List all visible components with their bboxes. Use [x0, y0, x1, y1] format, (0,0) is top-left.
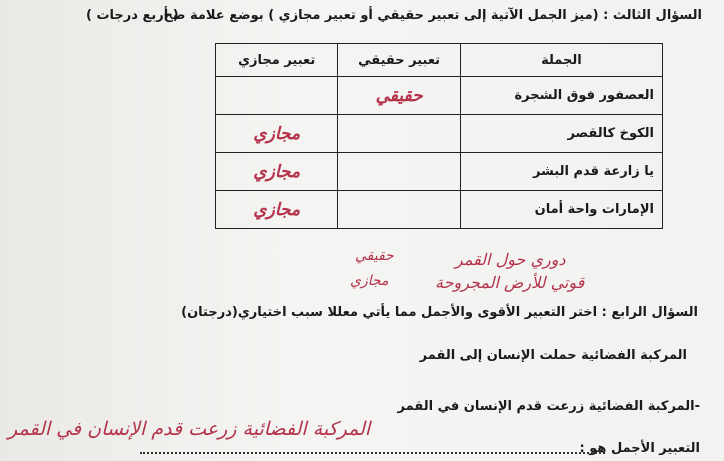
row-real-answer: [338, 115, 460, 153]
header-sentence: الجملة: [460, 44, 662, 77]
row-real-answer: [338, 153, 460, 191]
table-row: [216, 153, 663, 191]
classification-table: [215, 43, 663, 229]
q4-option-2: -المركبة الفضائية زرعت قدم الإنسان في القمر: [397, 399, 700, 414]
row-real-answer: حقيقي: [338, 77, 460, 115]
answer-dotted-line: [140, 452, 605, 454]
handwritten-label-2: مجازي: [350, 273, 389, 289]
handwritten-sentence-2: قوتي للأرض المجروحة: [435, 273, 585, 292]
row-sentence: الإمارات واحة أمان: [460, 191, 662, 229]
table-header-row: [216, 44, 663, 77]
table-row: [216, 191, 663, 229]
row-sentence: يا زارعة قدم البشر: [460, 153, 662, 191]
row-metaphor-answer: [216, 77, 338, 115]
row-sentence: العصفور فوق الشجرة: [460, 77, 662, 115]
table-row: [216, 115, 663, 153]
header-real: تعبير حقيقي: [338, 44, 460, 77]
answer-label: التعبير الأجمل هو :: [579, 441, 700, 456]
q3-marks: ( أربع درجات ): [86, 8, 179, 23]
handwritten-sentence-1: دوري حول القمر: [455, 250, 566, 269]
handwritten-label-1: حقيقي: [355, 248, 394, 264]
header-metaphor: تعبير مجازي: [216, 44, 338, 77]
answer-handwritten: المركبة الفضائية زرعت قدم الإنسان في القمر: [8, 418, 371, 440]
table-row: [216, 77, 663, 115]
row-real-answer: [338, 191, 460, 229]
q4-title: السؤال الرابع : اختر التعبير الأقوى والأجمل مما يأتي معللا سبب اختياري(درجتان): [181, 305, 698, 320]
row-sentence: الكوخ كالقصر: [460, 115, 662, 153]
row-metaphor-answer: مجازي: [216, 115, 338, 153]
q4-option-1: المركبة الفضائية حملت الإنسان إلى القمر: [419, 348, 687, 363]
row-metaphor-answer: مجازي: [216, 191, 338, 229]
q3-title: السؤال الثالث : (ميز الجمل الآتية إلى تعبير حقيقي أو تعبير مجازي ) بوضع علامة صح: [163, 8, 702, 23]
row-metaphor-answer: مجازي: [216, 153, 338, 191]
